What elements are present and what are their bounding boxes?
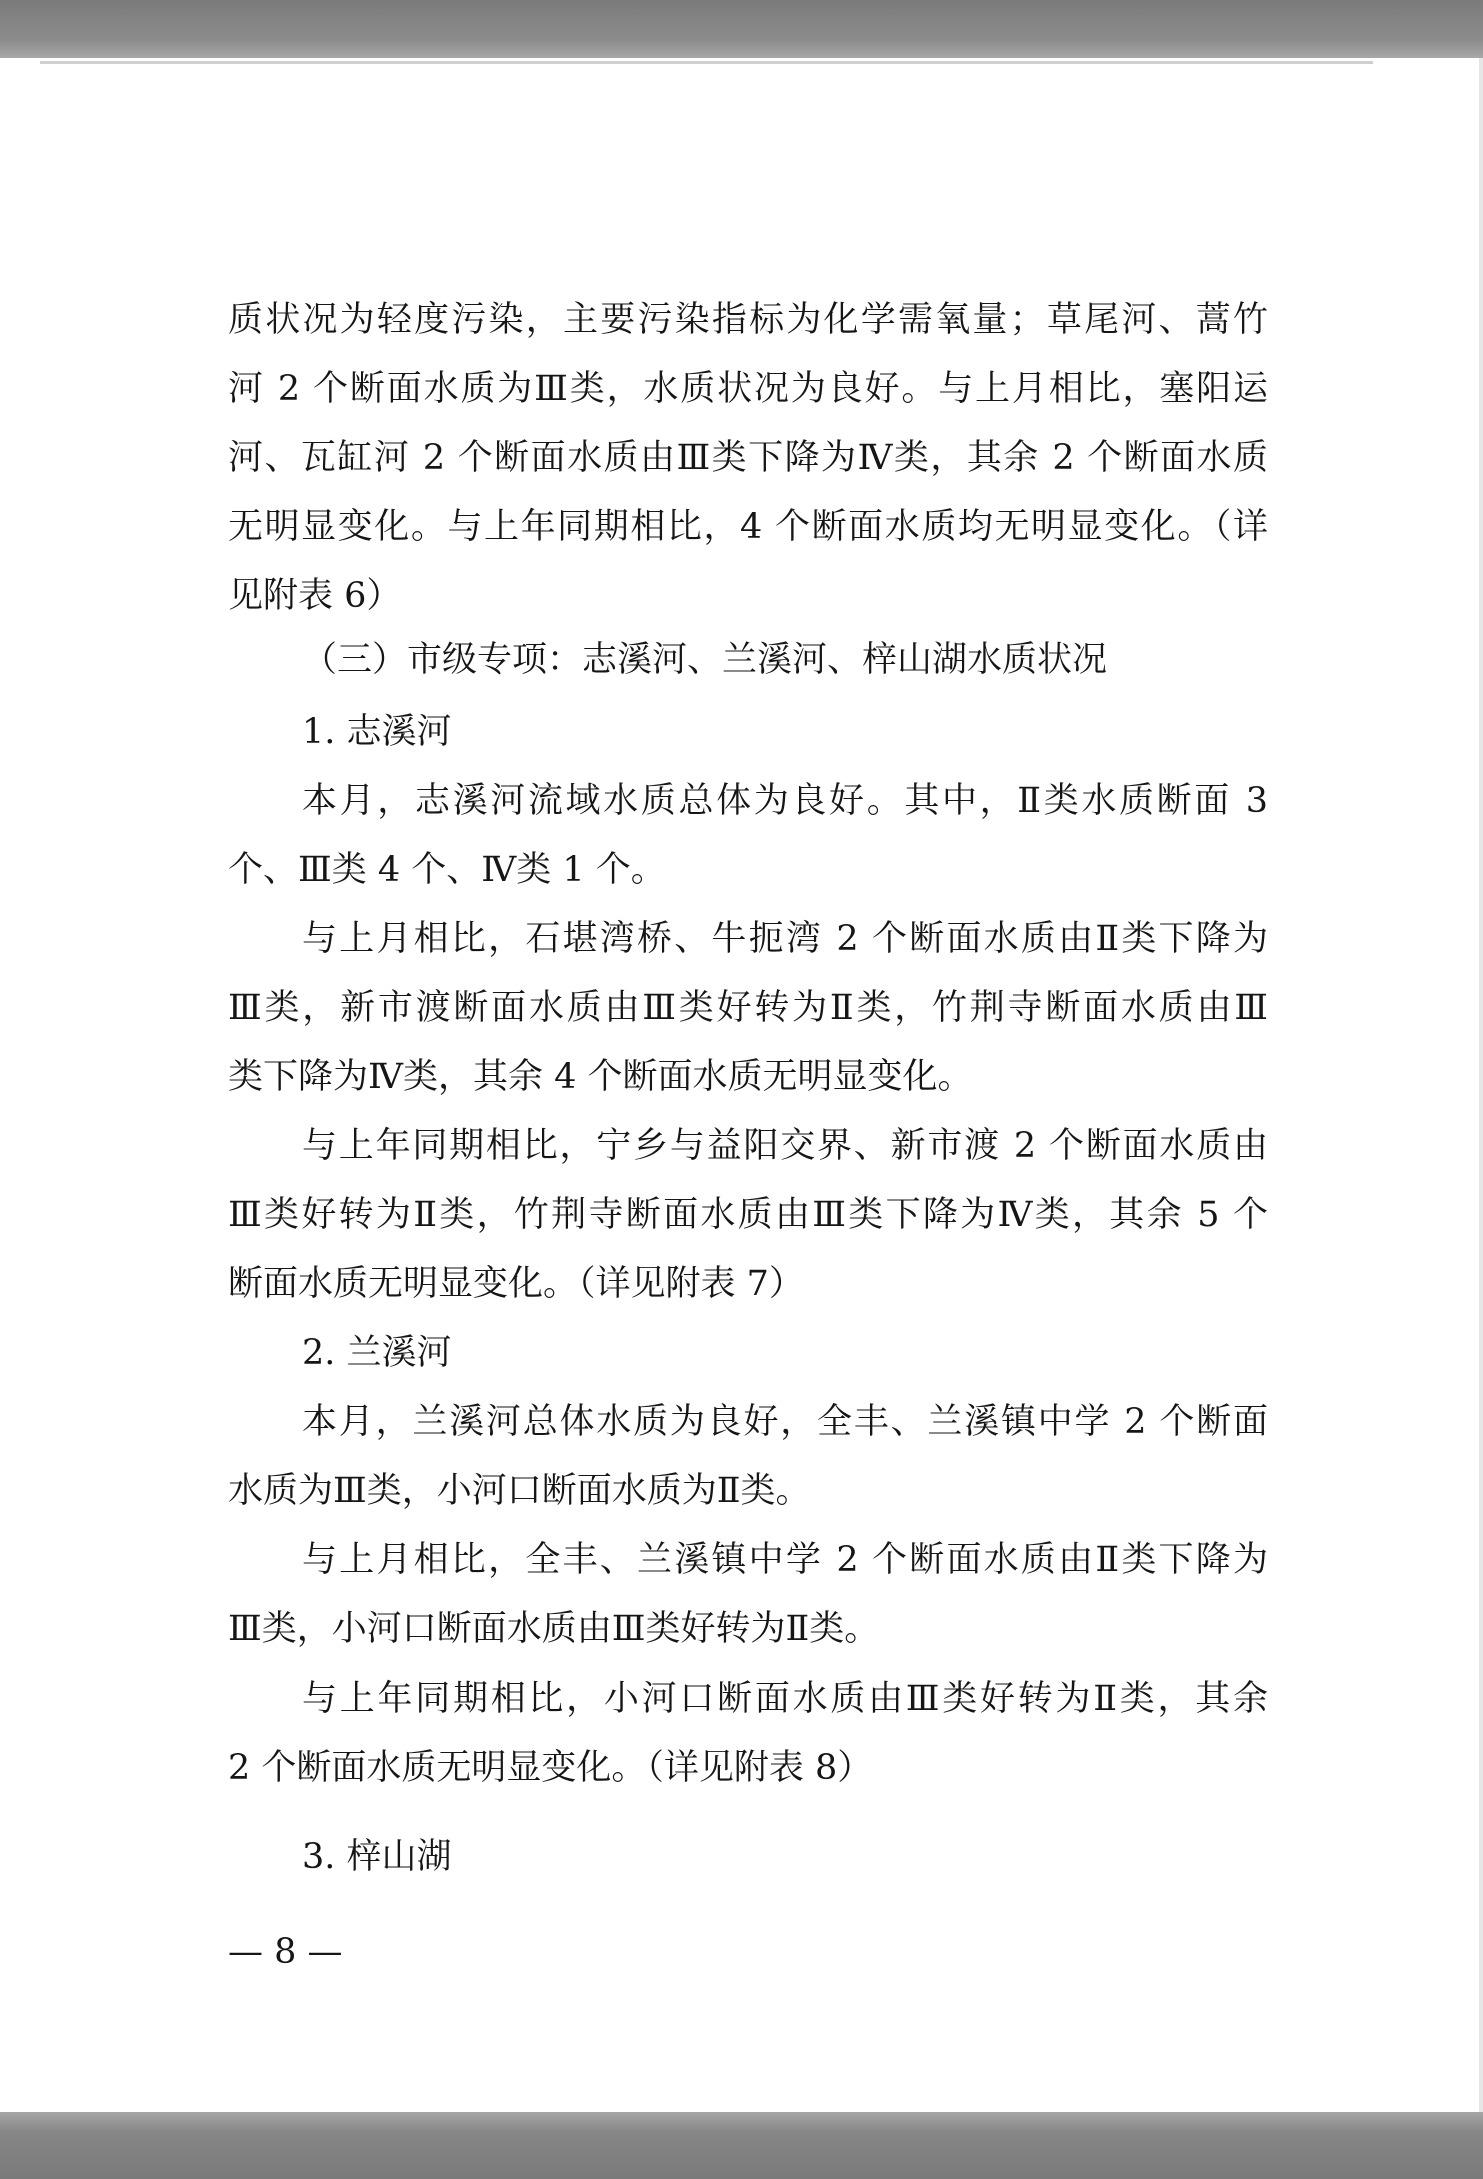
paragraph-line: 质状况为轻度污染，主要污染指标为化学需氧量；草尾河、蒿竹 [228, 300, 1268, 340]
paragraph-line: 2 个断面水质无明显变化。（详见附表 8） [228, 1748, 873, 1788]
paragraph-line: 河、瓦缸河 2 个断面水质由Ⅲ类下降为Ⅳ类，其余 2 个断面水质 [228, 438, 1268, 478]
paragraph-line: 见附表 6） [228, 576, 402, 616]
paragraph-line: Ⅲ类好转为Ⅱ类，竹荆寺断面水质由Ⅲ类下降为Ⅳ类，其余 5 个 [228, 1195, 1268, 1235]
paragraph-line: Ⅲ类，新市渡断面水质由Ⅲ类好转为Ⅱ类，竹荆寺断面水质由Ⅲ [228, 988, 1268, 1028]
paragraph-line: 与上月相比，全丰、兰溪镇中学 2 个断面水质由Ⅱ类下降为 [302, 1540, 1268, 1580]
paragraph-line: 本月，兰溪河总体水质为良好，全丰、兰溪镇中学 2 个断面 [302, 1402, 1268, 1442]
paragraph-line: 断面水质无明显变化。（详见附表 7） [228, 1264, 804, 1304]
paragraph-line: 与上年同期相比，小河口断面水质由Ⅲ类好转为Ⅱ类，其余 [302, 1679, 1268, 1719]
paragraph-line: 与上月相比，石堪湾桥、牛扼湾 2 个断面水质由Ⅱ类下降为 [302, 919, 1268, 959]
subsection-heading: 3. 梓山湖 [302, 1837, 452, 1877]
paragraph-line: 类下降为Ⅳ类，其余 4 个断面水质无明显变化。 [228, 1057, 973, 1097]
paragraph-line: 与上年同期相比，宁乡与益阳交界、新市渡 2 个断面水质由 [302, 1126, 1268, 1166]
paragraph-line: 本月，志溪河流域水质总体为良好。其中，Ⅱ类水质断面 3 [302, 781, 1268, 821]
paragraph-line: 水质为Ⅲ类，小河口断面水质为Ⅱ类。 [228, 1471, 811, 1511]
scan-border-right [1479, 58, 1483, 2112]
paragraph-line: Ⅲ类，小河口断面水质由Ⅲ类好转为Ⅱ类。 [228, 1609, 880, 1649]
scan-border-bottom [0, 2112, 1483, 2179]
paragraph-line: 无明显变化。与上年同期相比，4 个断面水质均无明显变化。（详 [228, 507, 1268, 547]
page-number: — 8 — [228, 1932, 343, 1972]
scan-border-top [0, 0, 1483, 58]
paragraph-line: 河 2 个断面水质为Ⅲ类，水质状况为良好。与上月相比，塞阳运 [228, 369, 1268, 409]
subsection-heading: 1. 志溪河 [302, 712, 452, 752]
paragraph-line: 个、Ⅲ类 4 个、Ⅳ类 1 个。 [228, 850, 666, 890]
section-heading: （三）市级专项：志溪河、兰溪河、梓山湖水质状况 [302, 640, 1108, 680]
subsection-heading: 2. 兰溪河 [302, 1333, 452, 1373]
